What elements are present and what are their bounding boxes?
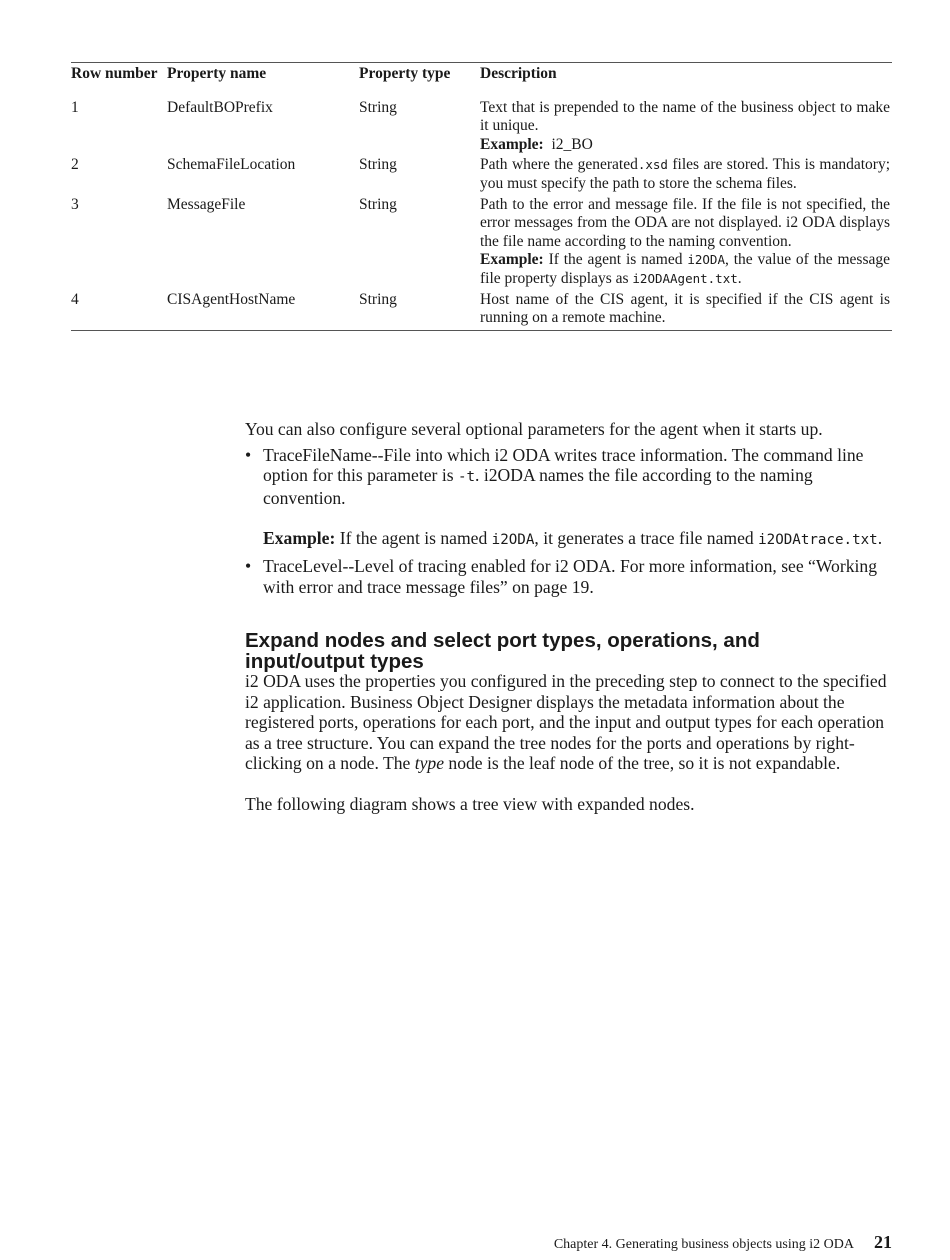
paragraph-text: i2 ODA uses the properties you configured in the preceding step to connect to the specified i2 application. Business Object Designer displays the metadata information about the registered ports, operations for each port, and the input and output types for each operation as a tree structure. You can expand the tree nodes for the ports and operations by right-clicking on a node. The — [245, 671, 887, 774]
bullet-icon: • — [245, 444, 252, 465]
example-text: , the value of the message file property displays as — [480, 251, 891, 287]
code-xsd: .xsd — [637, 157, 668, 173]
paragraph-text: node is the leaf node of the tree, so it is not expandable. — [444, 753, 841, 774]
chapter-title: Chapter 4. Generating business objects using i2 ODA — [553, 1237, 854, 1252]
property-description — [480, 99, 890, 155]
property-description — [480, 156, 890, 193]
property-type: String — [359, 156, 397, 174]
table-row — [71, 194, 892, 289]
header-property-type: Property type — [359, 65, 451, 82]
property-name: DefaultBOPrefix — [167, 98, 273, 116]
row-number: 4 — [71, 290, 79, 308]
trace-file-example — [263, 528, 887, 551]
page-number: 21 — [874, 1232, 892, 1252]
section-heading: Expand nodes and select port types, operations, and input/output types — [245, 629, 760, 673]
intro-paragraph: You can also configure several optional parameters for the agent when it starts up. — [245, 419, 823, 439]
property-table — [71, 62, 892, 331]
table-row — [71, 97, 892, 155]
table-row — [71, 154, 892, 193]
page-footer — [554, 1232, 892, 1253]
example-text: i2_BO — [551, 135, 593, 153]
description-text: Path where the generated — [480, 156, 638, 174]
trace-level-text: TraceLevel--Level of tracing enabled for i2 ODA. For more information, see “Working with error and trace message files” on page 19. — [263, 555, 877, 597]
emphasis-type: type — [414, 753, 445, 774]
property-name: CISAgentHostName — [167, 290, 296, 308]
example-text: , it generates a trace file named — [534, 528, 759, 549]
example-text: . — [737, 269, 742, 287]
row-number: 2 — [71, 156, 79, 174]
description-text: Text that is prepended to the name of the business object to make it unique. — [480, 98, 890, 135]
trace-file-text: TraceFileName--File into which i2 ODA writes trace information. The command line option for this parameter is — [263, 444, 864, 486]
property-name: SchemaFileLocation — [167, 156, 296, 174]
property-type: String — [359, 98, 397, 116]
example-text: If the agent is named — [335, 528, 492, 549]
property-type: String — [359, 290, 397, 308]
row-number: 1 — [71, 98, 79, 116]
property-description — [480, 196, 890, 289]
example-label: Example: — [480, 251, 544, 269]
parameter-list — [245, 445, 887, 598]
property-name: MessageFile — [167, 195, 246, 213]
code-trace-file: i2ODAtrace.txt — [758, 532, 878, 549]
code-agent-name: i2ODA — [687, 252, 725, 268]
row-number: 3 — [71, 195, 79, 213]
bullet-icon: • — [245, 555, 252, 576]
diagram-intro-paragraph: The following diagram shows a tree view with expanded nodes. — [245, 793, 695, 814]
code-option: -t — [457, 469, 476, 486]
code-message-file: i2ODAAgent.txt — [632, 270, 738, 286]
description-text: files are stored. This is mandatory; you must specify the path to store the schema files. — [480, 156, 890, 192]
code-agent-name: i2ODA — [491, 532, 535, 549]
description-text: Path to the error and message file. If the file is not specified, the error messages from the ODA are not displayed. i2 ODA displays the file name according to the naming convention. — [480, 195, 890, 250]
list-item — [245, 556, 887, 597]
property-type: String — [359, 195, 397, 213]
example-text: If the agent is named — [543, 251, 688, 269]
trace-file-text: . i2ODA names the file according to the naming convention. — [263, 465, 813, 508]
optional-parameters-section — [245, 419, 887, 597]
list-item — [245, 445, 887, 551]
property-description: Host name of the CIS agent, it is specified if the CIS agent is running on a remote machine. — [480, 290, 890, 327]
example-label: Example: — [263, 528, 336, 549]
table-header-row — [71, 63, 892, 84]
section-paragraph — [245, 671, 887, 774]
example-text: . — [877, 528, 883, 549]
example-label: Example: — [480, 135, 544, 153]
table-row — [71, 289, 892, 330]
header-row-number: Row number — [71, 65, 158, 82]
section-body — [245, 671, 887, 815]
header-description: Description — [480, 65, 557, 82]
header-property-name: Property name — [167, 65, 267, 82]
